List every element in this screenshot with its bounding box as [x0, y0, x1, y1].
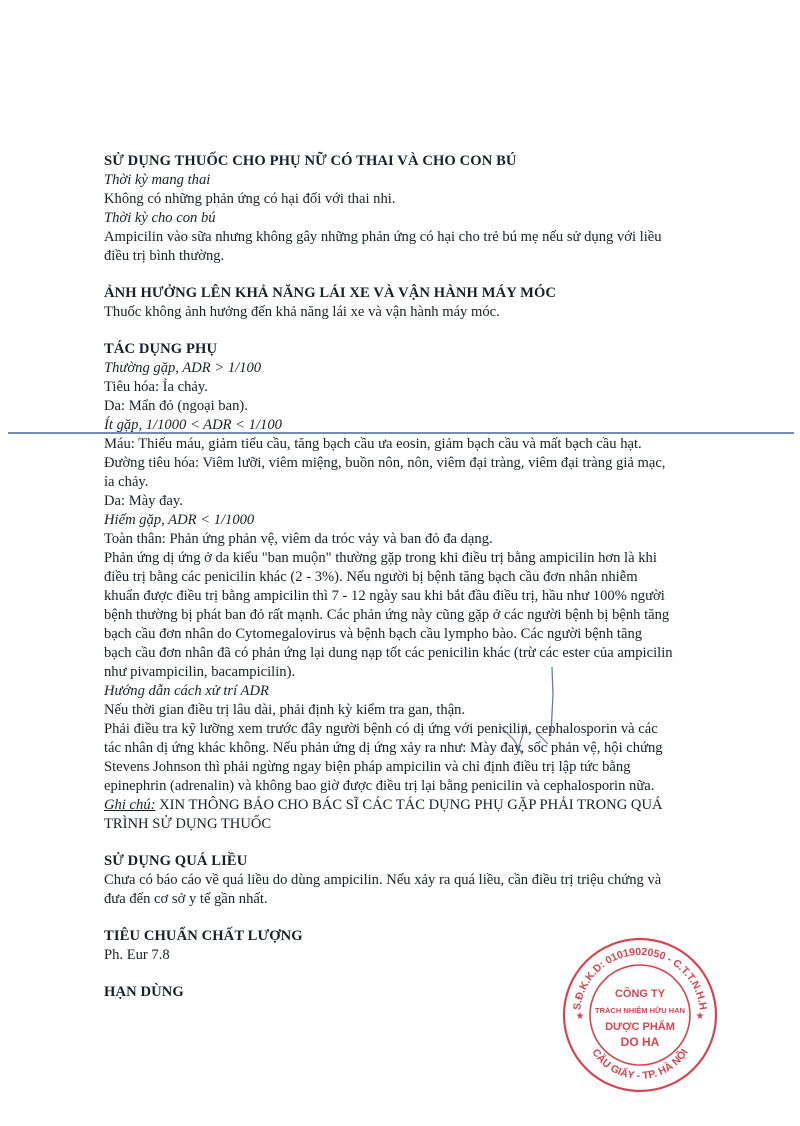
subheading-breastfeeding: Thời kỳ cho con bú: [104, 210, 216, 226]
text-pregnancy-period: Không có những phản ứng có hại đối với thai nhi.: [104, 191, 396, 207]
note-text-1: XIN THÔNG BÁO CHO BÁC SĨ CÁC TÁC DỤNG PHỤ GẶP PHẢI TRONG QUÁ: [155, 797, 663, 813]
stamp-star-left-icon: ★: [575, 1011, 585, 1022]
text-rare-4: khuẩn được điều trị bằng ampicilin thì 7 - 12 ngày sau khi bắt đầu điều trị, hầu như 100% người: [104, 588, 665, 604]
company-stamp: [560, 935, 720, 1095]
text-rare-8: như pivampicilin, bacampicilin).: [104, 664, 296, 680]
text-rare-7: bạch cầu đơn nhân đã có phản ứng lại dung nạp tốt các penicilin khác (trừ các ester của ampicilin: [104, 645, 673, 661]
text-breastfeeding-2: điều trị bình thường.: [104, 248, 225, 264]
text-common-1: Tiêu hóa: Ỉa chảy.: [104, 379, 208, 395]
heading-quality: TIÊU CHUẨN CHẤT LƯỢNG: [104, 928, 303, 944]
text-breastfeeding-1: Ampicilin vào sữa nhưng không gây những phản ứng có hại cho trẻ bú mẹ nếu sử dụng với liều: [104, 229, 662, 245]
text-driving: Thuốc không ảnh hưởng đến khả năng lái xe và vận hành máy móc.: [104, 304, 500, 320]
heading-side-effects: TÁC DỤNG PHỤ: [104, 341, 218, 357]
text-guide-2: Phải điều tra kỹ lưỡng xem trước đây người bệnh có dị ứng với penicilin, cephalosporin và các: [104, 721, 658, 737]
text-rare-3: điều trị bằng các penicilin khác (2 - 3%). Nếu người bị bệnh tăng bạch cầu đơn nhân nhiễm: [104, 569, 638, 585]
subheading-common: Thường gặp, ADR > 1/100: [104, 360, 262, 376]
text-common-2: Da: Mẩn đỏ (ngoại ban).: [104, 398, 248, 414]
pen-mark-2: [496, 720, 556, 760]
text-uncommon-2: Đường tiêu hóa: Viêm lưỡi, viêm miệng, buồn nôn, nôn, viêm đại tràng, viêm đại tràng giả mạc,: [104, 455, 666, 471]
note-label: Ghi chú:: [104, 797, 156, 813]
text-guide-1: Nếu thời gian điều trị lâu dài, phải định kỳ kiểm tra gan, thận.: [104, 702, 466, 718]
stamp-bottom-text: CẦU GIẤY - TP. HÀ NỘI: [589, 1046, 691, 1083]
text-overdose-1: Chưa có báo cáo về quá liều do dùng ampicilin. Nếu xảy ra quá liều, cần điều trị triệu chứng và: [104, 872, 662, 888]
text-rare-5: bệnh thường bị phát ban đỏ rất mạnh. Các phản ứng này cũng gặp ở các người bệnh bị bệnh tăng: [104, 607, 670, 623]
note-text-2: TRÌNH SỬ DỤNG THUỐC: [104, 816, 272, 832]
stamp-line-3: DƯỢC PHẨM: [605, 1021, 675, 1033]
text-uncommon-4: Da: Mày đay.: [104, 493, 183, 509]
heading-driving: ẢNH HƯỞNG LÊN KHẢ NĂNG LÁI XE VÀ VẬN HÀNH MÁY MÓC: [104, 285, 557, 301]
text-rare-2: Phản ứng dị ứng ở da kiểu "ban muộn" thường gặp trong khi điều trị bằng ampicilin hơn là khi: [104, 550, 657, 566]
subheading-uncommon: Ít gặp, 1/1000 < ADR < 1/100: [104, 417, 282, 433]
text-guide-5: epinephrin (adrenalin) và không bao giờ được điều trị lại bằng penicilin và cephalosporin nữa.: [104, 778, 655, 794]
stamp-line-4: DO HA: [620, 1035, 660, 1049]
heading-shelf-life: HẠN DÙNG: [104, 984, 184, 1000]
note-line-1: [104, 796, 724, 815]
subheading-adr-guide: Hướng dẫn cách xử trí ADR: [104, 683, 269, 699]
stamp-line-1: CÔNG TY: [614, 988, 666, 1000]
text-uncommon-1: Máu: Thiếu máu, giảm tiểu cầu, tăng bạch cầu ưa eosin, giảm bạch cầu và mất bạch cầu hạt.: [104, 436, 642, 452]
text-rare-1: Toàn thân: Phản ứng phản vệ, viêm da tróc vảy và ban đỏ đa dạng.: [104, 531, 493, 547]
stamp-line-2: TRÁCH NHIỆM HỮU HẠN: [595, 1006, 685, 1015]
heading-overdose: SỬ DỤNG QUÁ LIỀU: [104, 853, 248, 869]
subheading-pregnancy-period: Thời kỳ mang thai: [104, 172, 211, 188]
subheading-rare: Hiếm gặp, ADR < 1/1000: [104, 512, 255, 528]
text-uncommon-3: ỉa chảy.: [104, 474, 149, 490]
stamp-star-right-icon: ★: [695, 1011, 705, 1022]
text-guide-3: tác nhân dị ứng khác không. Nếu phản ứng dị ứng xảy ra như: Mày đay, sốc phản vệ, hội chứng: [104, 740, 663, 756]
text-quality: Ph. Eur 7.8: [104, 947, 170, 963]
document-body: [104, 152, 724, 1002]
stamp-ring-text: S.Đ.K.K.D: 0101902050 - C.T.T.N.H.H: [571, 945, 709, 1011]
text-rare-6: bạch cầu đơn nhân do Cytomegalovirus và bệnh bạch cầu lympho bào. Các người bệnh tăng: [104, 626, 643, 642]
text-overdose-2: đưa đến cơ sở y tế gần nhất.: [104, 891, 268, 907]
heading-pregnancy: SỬ DỤNG THUỐC CHO PHỤ NỮ CÓ THAI VÀ CHO CON BÚ: [104, 153, 517, 169]
text-guide-4: Stevens Johnson thì phải ngừng ngay biện pháp ampicilin và chỉ định điều trị lập tức bằng: [104, 759, 631, 775]
